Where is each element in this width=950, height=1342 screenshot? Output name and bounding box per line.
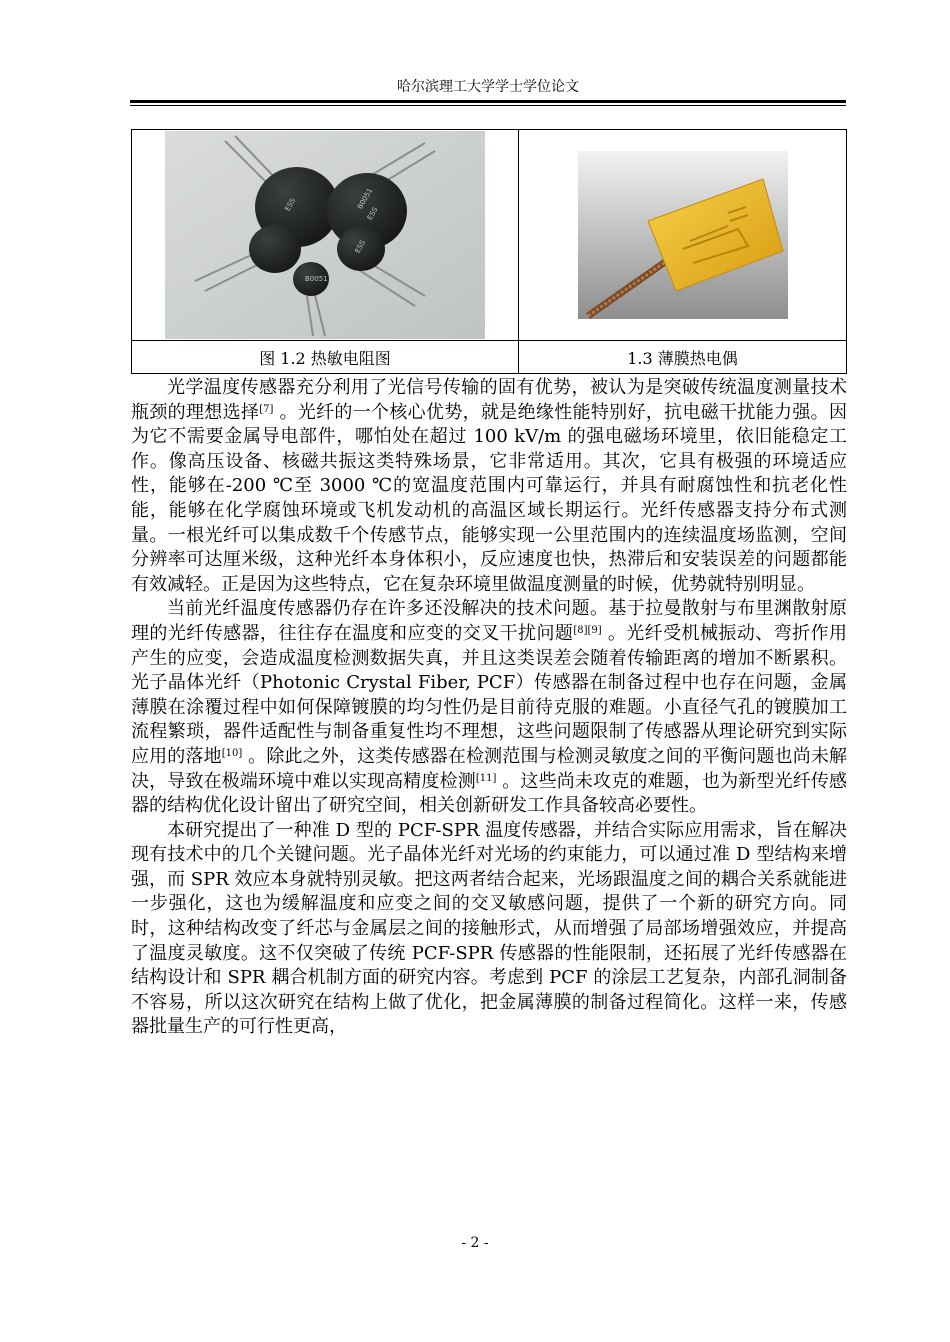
- figure-caption-left: 图 1.2 热敏电阻图: [132, 341, 519, 374]
- paragraph-1: [131, 376, 847, 597]
- paragraph-text: 当前光纤温度传感器仍存在许多还没解决的技术问题。基于拉曼散射与布里渊散射原理的光纤传感器，往往存在温度和应变的交叉干扰问题: [131, 598, 847, 644]
- paragraph-text: 光学温度传感器充分利用了光信号传输的固有优势，被认为是突破传统温度测量技术瓶颈的理想选择: [131, 377, 847, 423]
- citation[interactable]: [8]: [573, 624, 588, 636]
- paragraph-2: [131, 597, 847, 818]
- thermistor-label: ESS: [283, 196, 298, 213]
- paragraph-text: 。这些尚未攻克的难题，也为新型光纤传感器的结构优化设计留出了研究空间，相关创新研发工作具备较高必要性。: [131, 770, 847, 817]
- header-rule-thick: [130, 100, 846, 103]
- figure-image-cell-right: [519, 130, 847, 341]
- paragraph-text: 。光纤的一个核心优势，就是绝缘性能特别好，抗电磁干扰能力强。因为它不需要金属导电部件，哪怕处在超过 100 kV/m 的强电磁场环境里，依旧能稳定工作。像高压设备、核磁共振这类特殊场景，它非常适用。其次，它具有极强的环境适应性，能够在-200 ℃至 3000 ℃的宽温度范围内可靠运行，并具有耐腐蚀性和抗老化性能，能够在化学腐蚀环境或飞机发动机的高温区域长期运行。光纤传感器支持分布式测量。一根光纤可以集成数千个传感节点，能够实现一公里范围内的连续温度场监测，空间分辨率可达厘米级，这种光纤本身体积小，反应速度也快，热滞后和安装误差的问题都能有效减轻。正是因为这些特点，它在复杂环境里做温度测量的时候，优势就特别明显。: [131, 401, 848, 595]
- paragraph-3: [131, 819, 847, 1040]
- page-number: - 2 -: [461, 1235, 489, 1251]
- paragraph-text: 。光纤受机械振动、弯折作用产生的应变，会造成温度检测数据失真，并且这类误差会随着传输距离的增加不断累积。光子晶体光纤（Photonic Crystal Fiber, PCF）传感器在制备过程中也存在问题，金属薄膜在涂覆过程中如何保障镀膜的均匀性仍是目前待克服的难题。小直径气孔的镀膜加工流程繁琐，器件适配性与制备重复性均不理想，这些问题限制了传感器从理论研究到实际应用的落地: [131, 622, 847, 767]
- paragraph-text: 本研究提出了一种准 D 型的 PCF-SPR 温度传感器，并结合实际应用需求，旨在解决现有技术中的几个关键问题。光子晶体光纤对光场的约束能力，可以通过准 D 型结构来增强，而 SPR 效应本身就特别灵敏。把这两者结合起来，光场跟温度之间的耦合关系就能进一步强化，这也为缓解温度和应变之间的交叉敏感问题，提供了一个新的研究方向。同时，这种结构改变了纤芯与金属层之间的接触形式，从而增强了局部场增强效应，并提高了温度灵敏度。这不仅突破了传统 PCF-SPR 传感器的性能限制，还拓展了光纤传感器在结构设计和 SPR 耦合机制方面的研究内容。考虑到 PCF 的涂层工艺复杂，内部孔洞制备不容易，所以这次研究在结构上做了优化，把金属薄膜的制备过程简化。这样一来，传感器批量生产的可行性更高，: [131, 819, 847, 1038]
- citation[interactable]: [10]: [221, 747, 243, 759]
- thermistor-photo-icon: [165, 131, 485, 339]
- thermistor-label: ESS: [353, 238, 368, 255]
- running-header: 哈尔滨理工大学学士学位论文: [397, 79, 579, 95]
- citation[interactable]: [7]: [259, 403, 274, 415]
- thin-film-thermocouple-photo-icon: [578, 151, 788, 319]
- figure-image-cell-left: [132, 130, 519, 341]
- figure-caption-right: 1.3 薄膜热电偶: [519, 341, 847, 374]
- body-text: [131, 376, 847, 1040]
- citation[interactable]: [9]: [587, 624, 602, 636]
- thermistor-label: ESS: [365, 205, 380, 222]
- citation[interactable]: [11]: [475, 772, 497, 784]
- paragraph-text: 。除此之外，这类传感器在检测范围与检测灵敏度之间的平衡问题也尚未解决，导致在极端环境中难以实现高精度检测: [131, 745, 848, 792]
- header-rule-thin: [130, 105, 846, 106]
- thermistor-label: B0051: [356, 186, 375, 211]
- thermistor-label: B0051: [305, 275, 328, 283]
- figure-table: [131, 129, 847, 374]
